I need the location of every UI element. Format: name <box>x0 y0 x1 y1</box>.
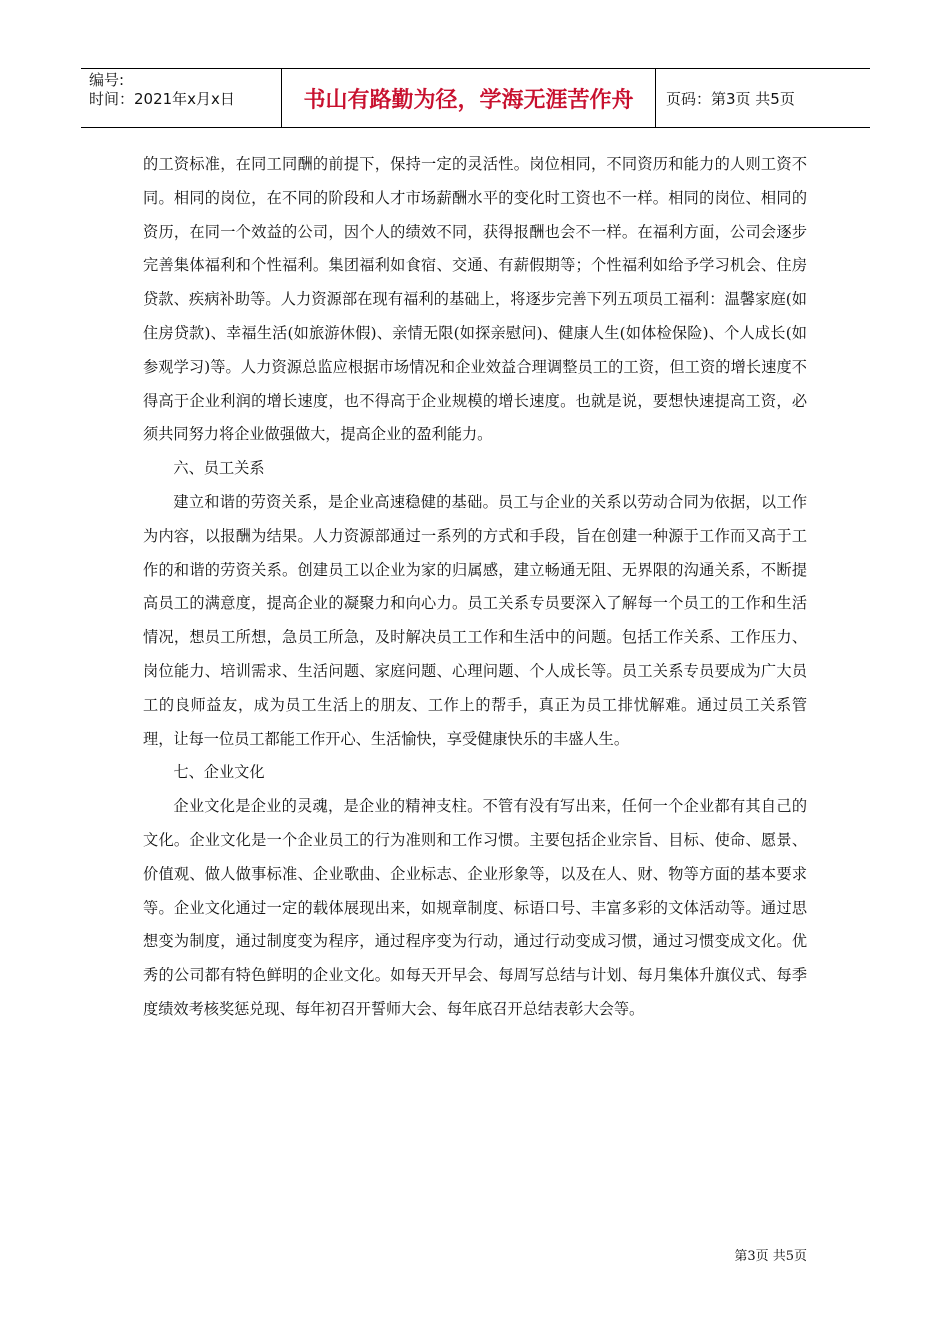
document-body <box>143 148 807 1027</box>
paragraph-employee-relations: 建立和谐的劳资关系，是企业高速稳健的基础。员工与企业的关系以劳动合同为依据，以工作为内容，以报酬为结果。人力资源部通过一系列的方式和手段，旨在创建一种源于工作而又高于工作的和谐的劳资关系。创建员工以企业为家的归属感，建立畅通无阻、无界限的沟通关系，不断提高员工的满意度，提高企业的凝聚力和向心力。员工关系专员要深入了解每一个员工的工作和生活情况，想员工所想，急员工所急，及时解决员工工作和生活中的问题。包括工作关系、工作压力、岗位能力、培训需求、生活问题、家庭问题、心理问题、个人成长等。员工关系专员要成为广大员工的良师益友，成为员工生活上的朋友、工作上的帮手，真正为员工排忧解难。通过员工关系管理，让每一位员工都能工作开心、生活愉快，享受健康快乐的丰盛人生。 <box>143 492 807 748</box>
header-meta <box>81 69 282 127</box>
section-heading-corporate-culture: 七、企业文化 <box>173 763 265 782</box>
paragraph-corporate-culture: 企业文化是企业的灵魂，是企业的精神支柱。不管有没有写出来，任何一个企业都有其自己的文化。企业文化是一个企业员工的行为准则和工作习惯。主要包括企业宗旨、目标、使命、愿景、价值观、做人做事标准、企业歌曲、企业标志、企业形象等，以及在人、财、物等方面的基本要求等。企业文化通过一定的载体展现出来，如规章制度、标语口号、丰富多彩的文体活动等。通过思想变为制度，通过制度变为程序，通过程序变为行动，通过行动变成习惯，通过习惯变成文化。优秀的公司都有特色鲜明的企业文化。如每天开早会、每周写总结与计划、每月集体升旗仪式、每季度绩效考核奖惩兑现、每年初召开誓师大会、每年底召开总结表彰大会等。 <box>143 797 807 1018</box>
header-motto: 书山有路勤为径，学海无涯苦作舟 <box>282 69 656 127</box>
header-page-code: 页码：第3页 共5页 <box>666 89 795 108</box>
document-number-label: 编号: <box>89 71 125 89</box>
paragraph-compensation: 的工资标准，在同工同酬的前提下，保持一定的灵活性。岗位相同，不同资历和能力的人则工资不同。相同的岗位，在不同的阶段和人才市场薪酬水平的变化时工资也不一样。相同的岗位、相同的资历，在同一个效益的公司，因个人的绩效不同，获得报酬也会不一样。在福利方面，公司会逐步完善集体福利和个性福利。集团福利如食宿、交通、有薪假期等；个性福利如给予学习机会、住房贷款、疾病补助等。人力资源部在现有福利的基础上，将逐步完善下列五项员工福利：温馨家庭(如住房贷款)、幸福生活(如旅游休假)、亲情无限(如探亲慰问)、健康人生(如体检保险)、个人成长(如参观学习)等。人力资源总监应根据市场情况和企业效益合理调整员工的工资，但工资的增长速度不得高于企业利润的增长速度，也不得高于企业规模的增长速度。也就是说，要想快速提高工资，必须共同努力将企业做强做大，提高企业的盈利能力。 <box>143 155 807 444</box>
page-header <box>81 68 870 128</box>
page-footer-number: 第3页 共5页 <box>734 1249 807 1264</box>
section-heading-employee-relations: 六、员工关系 <box>173 459 265 478</box>
document-date: 时间：2021年x月x日 <box>89 90 235 108</box>
